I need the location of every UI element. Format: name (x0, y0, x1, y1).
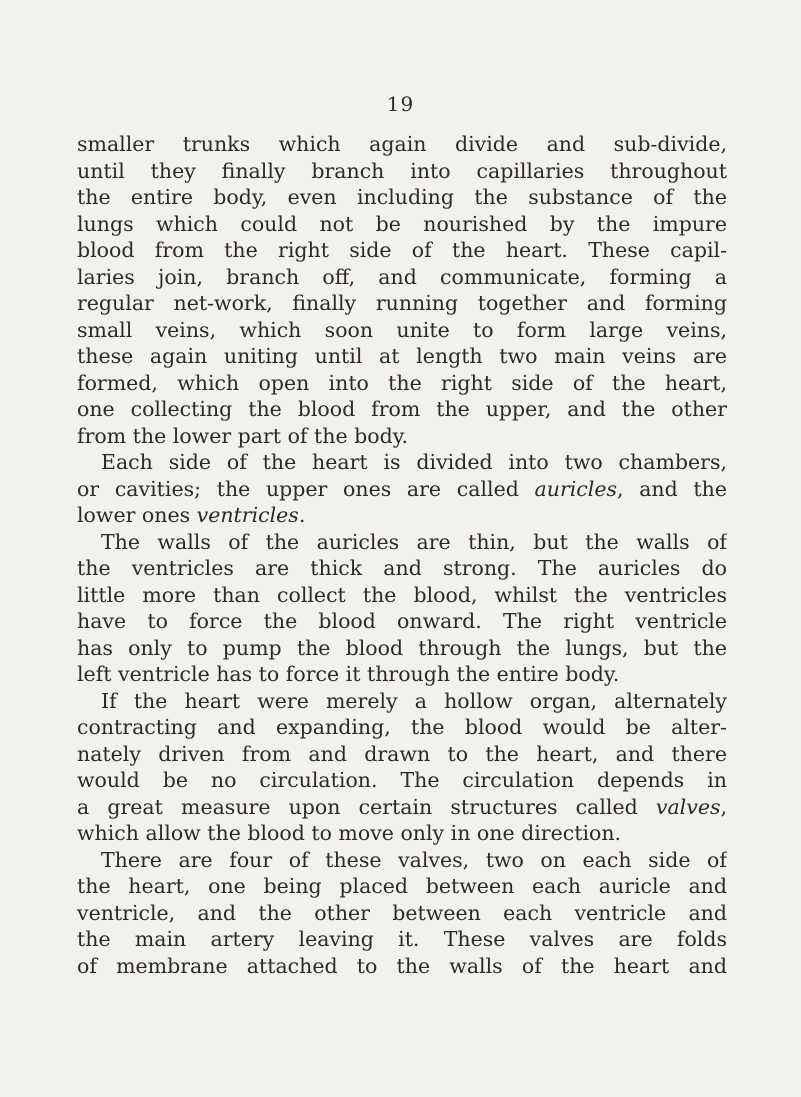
text-line (77, 502, 727, 529)
text-line: one collecting the blood from the upper, and the other (77, 397, 727, 421)
text-fragment: , (720, 794, 727, 819)
text-fragment: or cavities; the upper ones are called (77, 476, 535, 501)
text-line: Each side of the heart is divided into two chambers, (101, 450, 727, 474)
body-text (77, 131, 727, 979)
text-fragment: , and the (617, 476, 727, 501)
text-fragment: lower ones (77, 503, 197, 527)
paragraph-4 (77, 688, 727, 847)
text-line: has only to pump the blood through the lungs, but the (77, 635, 727, 660)
text-line: blood from the right side of the heart. These capil- (77, 238, 727, 262)
text-line: regular net-work, finally running together and forming (77, 291, 727, 315)
paragraph-1 (77, 131, 727, 449)
text-line: lungs which could not be nourished by the impure (77, 211, 727, 236)
text-line: until they finally branch into capillaries throughout (77, 158, 727, 183)
text-line: There are four of these valves, two on each side of (101, 847, 727, 872)
text-fragment: a great measure upon certain structures called (77, 794, 656, 819)
text-line: the ventricles are thick and strong. The auricles do (77, 556, 727, 580)
text-line: would be no circulation. The circulation depends in (77, 768, 727, 792)
text-line: the main artery leaving it. These valves are folds (77, 927, 727, 951)
text-line: ventricle, and the other between each ventricle and (77, 900, 727, 925)
text-line: contracting and expanding, the blood would be alter- (77, 715, 727, 739)
paragraph-2 (77, 449, 727, 529)
text-line: have to force the blood onward. The right ventricle (77, 609, 727, 633)
text-line: formed, which open into the right side of the heart, (77, 370, 727, 395)
paragraph-5 (77, 847, 727, 980)
text-line: smaller trunks which again divide and sub-divide, (77, 132, 727, 156)
text-line: the entire body, even including the substance of the (77, 185, 727, 209)
text-line: laries join, branch off, and communicate, forming a (77, 264, 727, 289)
paragraph-3 (77, 529, 727, 688)
emphasized-term: ventricles (196, 503, 299, 527)
text-line: these again uniting until at length two main veins are (77, 344, 727, 368)
text-line: which allow the blood to move only in one direction. (77, 821, 622, 845)
text-line: little more than collect the blood, whilst the ventricles (77, 582, 727, 607)
emphasized-term: valves (655, 794, 721, 819)
text-line: If the heart were merely a hollow organ, alternately (101, 688, 727, 713)
text-fragment: . (298, 503, 306, 527)
text-line: left ventricle has to force it through the entire body. (77, 662, 620, 686)
text-line: the heart, one being placed between each auricle and (77, 874, 727, 898)
page-number: 19 (386, 92, 415, 116)
text-line: The walls of the auricles are thin, but the walls of (101, 529, 727, 554)
text-line: of membrane attached to the walls of the heart and (77, 953, 727, 978)
text-line: from the lower part of the body. (77, 423, 409, 448)
text-line: nately driven from and drawn to the heart, and there (77, 741, 727, 766)
text-line: small veins, which soon unite to form large veins, (77, 317, 727, 342)
text-line (77, 476, 727, 503)
emphasized-term: auricles (534, 476, 617, 501)
text-line (77, 794, 727, 821)
